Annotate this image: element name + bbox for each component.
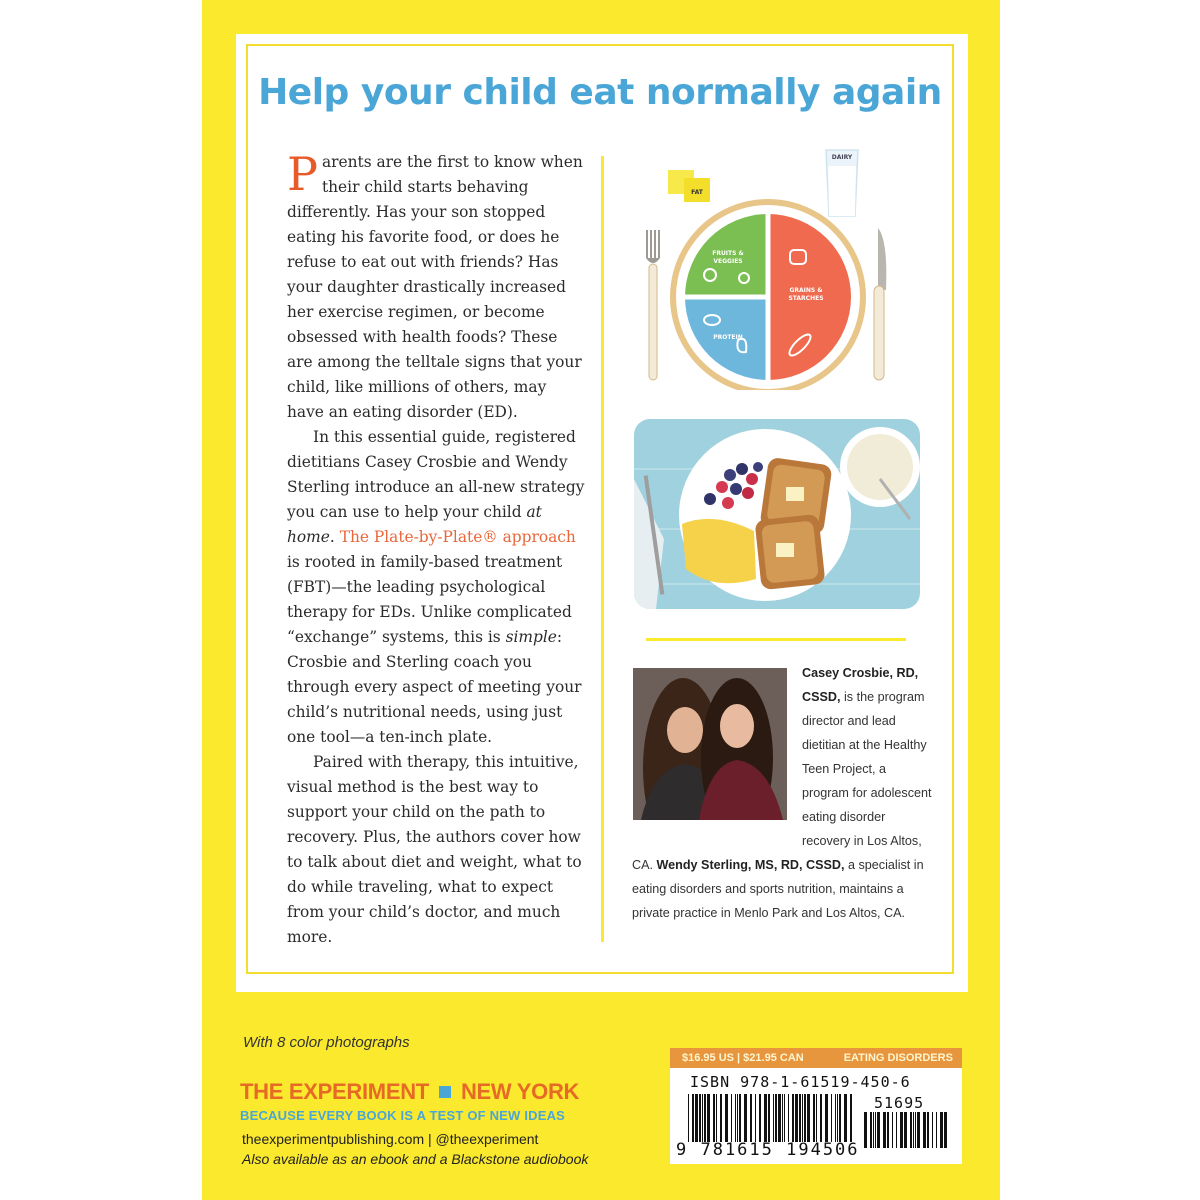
barcode-bar xyxy=(917,1112,920,1148)
barcode-bar xyxy=(944,1112,947,1148)
barcode-bar xyxy=(744,1094,747,1142)
publisher-name: THE EXPERIMENT xyxy=(240,1079,429,1104)
barcode-bar xyxy=(873,1112,874,1148)
grains-label-1: GRAINS & xyxy=(789,287,823,294)
barcode-bar xyxy=(850,1094,852,1142)
author-2-name: Wendy Sterling, MS, RD, CSSD, xyxy=(656,858,845,872)
barcode-bar xyxy=(778,1094,781,1142)
barcode-bar xyxy=(735,1094,736,1142)
author-2-bio: a specialist in eating disorders and sports nutrition, maintains a private practice in Menlo Park and Los Altos, CA. xyxy=(632,858,924,920)
barcode-bar xyxy=(804,1094,806,1142)
dairy-glass-icon xyxy=(826,150,858,216)
column-divider xyxy=(601,156,604,942)
paragraph-2-text-c: is rooted in family-based treatment (FBT)—the leading psychological therapy for EDs. Unlike complicated “exchange” systems, this is xyxy=(287,553,572,646)
bio-divider xyxy=(646,638,906,641)
barcode-bar xyxy=(896,1112,897,1148)
barcode-bar xyxy=(875,1112,876,1148)
barcode-bar xyxy=(870,1112,872,1148)
barcode-bar xyxy=(692,1094,694,1142)
fruits-label-1: FRUITS & xyxy=(712,250,744,257)
author-1-name: Casey Crosbie, RD, CSSD, xyxy=(802,666,919,704)
isbn-number: ISBN 978-1-61519-450-6 xyxy=(690,1073,911,1091)
barcode-bar xyxy=(839,1094,841,1142)
barcode-bar xyxy=(904,1112,907,1148)
barcode-bar xyxy=(731,1094,732,1142)
barcode-bar xyxy=(702,1094,703,1142)
addon-number: 51695 xyxy=(874,1094,925,1112)
barcode-bar xyxy=(739,1094,741,1142)
fork-icon xyxy=(646,230,660,380)
barcode-bar xyxy=(802,1094,803,1142)
plate-approach-highlight: The Plate-by-Plate® approach xyxy=(339,528,576,546)
paragraph-1 xyxy=(287,147,587,425)
knife-icon xyxy=(874,228,886,380)
barcode-bar xyxy=(768,1094,770,1142)
availability-note: Also available as an ebook and a Blackstone audiobook xyxy=(242,1151,589,1167)
barcode-bar xyxy=(816,1094,817,1142)
photos-note: With 8 color photographs xyxy=(243,1034,410,1051)
barcode-bar xyxy=(864,1112,867,1148)
barcode-bar xyxy=(750,1094,752,1142)
paragraph-1-text: arents are the first to know when their child starts behaving differently. Has your son stopped eating his favorite food, or does he refuse to eat out with friends? Has your daughter drastically increased her exercise regimen, or become obsessed with health foods? These are among the telltale signs that your child, like millions of others, may have an eating disorder (ED). xyxy=(287,153,583,421)
barcode-bar xyxy=(737,1094,738,1142)
publisher-logo xyxy=(240,1079,579,1105)
barcode-bar xyxy=(887,1112,889,1148)
breakfast-plate-photo xyxy=(634,419,920,609)
barcode-bar xyxy=(820,1094,822,1142)
barcode-bar xyxy=(764,1094,767,1142)
barcode-bar xyxy=(775,1094,777,1142)
dairy-label: DAIRY xyxy=(831,154,853,161)
barcode-bar xyxy=(835,1094,836,1142)
paragraph-2-emphasis-2: simple xyxy=(505,628,557,646)
paragraph-2 xyxy=(287,425,587,750)
barcode-bar xyxy=(831,1094,832,1142)
barcode-bar xyxy=(788,1094,789,1142)
barcode-bar xyxy=(688,1094,689,1142)
barcode-bar xyxy=(699,1094,701,1142)
author-1-bio: is the program director and lead dietitian at the Healthy Teen Project, a program for adolescent eating disorder recovery in Los Altos, CA. xyxy=(632,690,932,872)
addon-barcode xyxy=(864,1112,948,1148)
barcode-bar xyxy=(923,1112,926,1148)
barcode-bar xyxy=(927,1112,929,1148)
bio-photo-spacer xyxy=(632,661,802,851)
barcode-bar xyxy=(704,1094,706,1142)
plate-illustration xyxy=(630,140,930,390)
paragraph-2-text-a: In this essential guide, registered dietitians Casey Crosbie and Wendy Sterling introduce an all-new strategy you can use to help your child xyxy=(287,428,585,521)
barcode-bar xyxy=(825,1094,828,1142)
barcode-bar xyxy=(707,1094,710,1142)
barcode-bar xyxy=(755,1094,756,1142)
portion-plate xyxy=(670,199,866,390)
barcode-bar xyxy=(773,1094,774,1142)
ean-barcode xyxy=(688,1094,856,1142)
barcode-bar xyxy=(813,1094,815,1142)
barcode-bar xyxy=(807,1094,810,1142)
paragraph-2-text-d: : Crosbie and Sterling coach you through every aspect of meeting your child’s nutritional needs, using just one tool—a ten-inch plate. xyxy=(287,628,582,746)
barcode-bar xyxy=(910,1112,912,1148)
headline: Help your child eat normally again xyxy=(258,72,942,113)
paragraph-3: Paired with therapy, this intuitive, visual method is the best way to support your child on the path to recovery. Plus, the authors cover how to talk about diet and weight, what to do while traveling, what to expect from your child’s doctor, and much more. xyxy=(287,753,582,946)
fat-butter-icon xyxy=(668,170,710,202)
paragraph-2-emphasis: at home xyxy=(287,503,542,546)
butter-pat-2 xyxy=(776,543,794,557)
barcode-bar xyxy=(716,1094,717,1142)
barcode-bar xyxy=(883,1112,886,1148)
barcode-bar xyxy=(877,1112,880,1148)
barcode-bar xyxy=(713,1094,715,1142)
barcode-bar xyxy=(940,1112,943,1148)
barcode-bar xyxy=(844,1094,847,1142)
barcode-bar xyxy=(795,1094,798,1142)
drop-cap: P xyxy=(287,147,318,201)
paragraph-2-text-b: . xyxy=(329,528,340,546)
barcode-bar xyxy=(837,1094,838,1142)
barcode-bar xyxy=(695,1094,698,1142)
barcode-bar xyxy=(784,1094,785,1142)
barcode-bar xyxy=(900,1112,903,1148)
description-text xyxy=(287,147,587,950)
barcode-bar xyxy=(932,1112,933,1148)
publisher-website: theexperimentpublishing.com | @theexperiment xyxy=(242,1131,539,1147)
barcode-bar xyxy=(720,1094,722,1142)
barcode-bar xyxy=(892,1112,893,1148)
price-bar xyxy=(670,1048,962,1068)
butter-pat-1 xyxy=(786,487,804,501)
barcode-bar xyxy=(792,1094,794,1142)
barcode-bar xyxy=(915,1112,916,1148)
barcode-bar xyxy=(725,1094,728,1142)
category: EATING DISORDERS xyxy=(843,1052,953,1064)
barcode-bar xyxy=(782,1094,783,1142)
protein-label: PROTEIN xyxy=(713,334,743,341)
barcode-bar xyxy=(936,1112,937,1148)
barcode-bar xyxy=(913,1112,914,1148)
price: $16.95 US | $21.95 CAN xyxy=(682,1052,804,1064)
fruits-label-2: VEGGIES xyxy=(713,258,743,265)
author-bio xyxy=(632,661,932,925)
scrambled-eggs xyxy=(682,519,756,583)
publisher-tagline: BECAUSE EVERY BOOK IS A TEST OF NEW IDEAS xyxy=(240,1108,566,1123)
ean-number: 9 781615 194506 xyxy=(676,1140,860,1160)
barcode-bar xyxy=(759,1094,761,1142)
barcode-bar xyxy=(799,1094,801,1142)
logo-square-icon xyxy=(439,1086,451,1098)
fat-label: FAT xyxy=(691,189,703,196)
publisher-city: NEW YORK xyxy=(460,1079,580,1104)
grains-label-2: STARCHES xyxy=(788,295,824,302)
